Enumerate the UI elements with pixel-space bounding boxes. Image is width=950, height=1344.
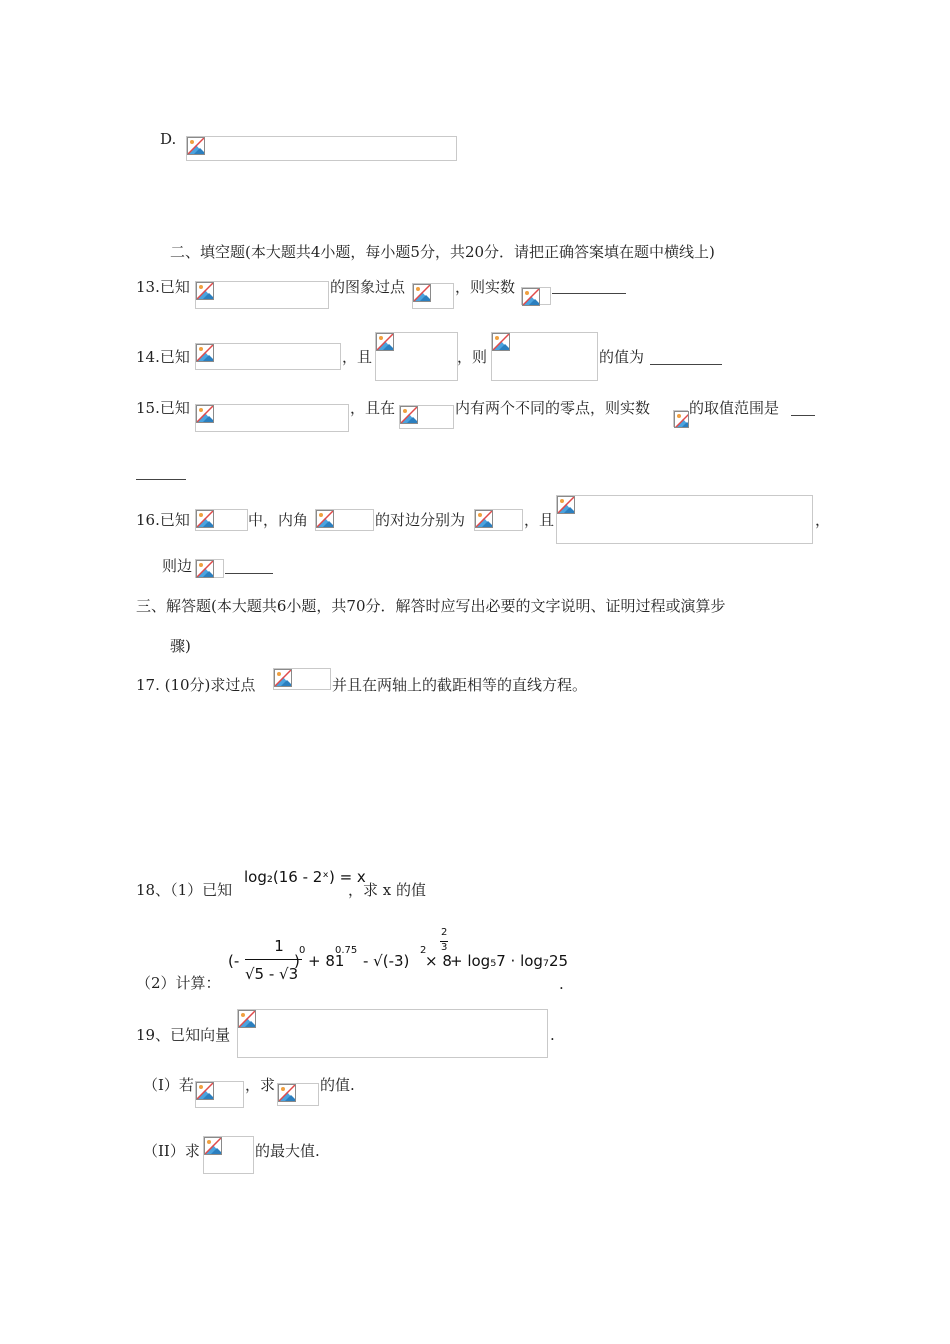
q13-text-3: ，则实数 xyxy=(455,278,516,296)
broken-image-icon xyxy=(238,1010,256,1028)
q13-text-2: 的图象过点 xyxy=(330,278,406,296)
section-3-heading-line-1: 三、解答题(本大题共6小题，共70分．解答时应写出必要的文字说明、证明过程或演算步 xyxy=(136,597,726,615)
q15-text-4: 的取值范围是 xyxy=(689,399,780,417)
exponent: 0.75 xyxy=(335,945,358,956)
q14-text-4: 的值为 xyxy=(599,348,645,366)
broken-image-placeholder xyxy=(521,287,551,305)
broken-image-icon xyxy=(274,669,292,687)
q18-text-1: 18、（1）已知 xyxy=(136,881,233,899)
broken-image-icon xyxy=(316,510,334,528)
term-81: + 81 xyxy=(308,952,345,970)
answer-blank xyxy=(136,479,186,480)
q18-text-4: . xyxy=(559,975,564,993)
broken-image-placeholder xyxy=(491,332,598,381)
exponent-denominator: 3 xyxy=(441,942,448,953)
q19-part1-text-3: 的值. xyxy=(320,1076,355,1094)
broken-image-placeholder xyxy=(556,495,813,544)
broken-image-placeholder xyxy=(195,404,349,432)
broken-image-placeholder xyxy=(186,136,457,161)
q18-text-2: ，求 x 的值 xyxy=(348,881,426,899)
q16-text-2: 中，内角 xyxy=(248,511,309,529)
q17-text-2: 并且在两轴上的截距相等的直线方程。 xyxy=(332,676,588,694)
broken-image-placeholder xyxy=(375,332,458,381)
broken-image-icon xyxy=(187,137,205,155)
broken-image-placeholder xyxy=(203,1136,254,1174)
broken-image-placeholder xyxy=(412,283,454,309)
q18-formula-1: log₂(16 - 2ˣ) = x xyxy=(244,868,366,886)
broken-image-placeholder xyxy=(277,1083,319,1106)
broken-image-icon xyxy=(196,560,214,578)
term-8: × 8 xyxy=(425,952,452,970)
broken-image-icon xyxy=(196,510,214,528)
broken-image-icon xyxy=(492,333,510,351)
q16-text-5: ， xyxy=(815,511,831,529)
q19-part2-text-2: 的最大值. xyxy=(255,1142,320,1160)
q19-text-2: . xyxy=(550,1026,555,1044)
q13-text-1: 13.已知 xyxy=(136,278,190,296)
q15-text-2: ，且在 xyxy=(350,399,396,417)
section-2-heading: 二、填空题(本大题共4小题，每小题5分，共20分．请把正确答案填在题中横线上) xyxy=(170,243,715,261)
q16-text-3: 的对边分别为 xyxy=(375,511,466,529)
broken-image-icon xyxy=(674,411,689,428)
broken-image-placeholder xyxy=(315,509,374,531)
broken-image-icon xyxy=(413,284,431,302)
broken-image-placeholder xyxy=(195,509,248,531)
broken-image-icon xyxy=(376,333,394,351)
broken-image-placeholder xyxy=(237,1009,548,1058)
broken-image-placeholder xyxy=(474,509,523,531)
q19-part1-text-2: ，求 xyxy=(245,1076,276,1094)
broken-image-icon xyxy=(400,406,418,424)
broken-image-placeholder xyxy=(195,281,329,309)
q15-text-1: 15.已知 xyxy=(136,399,190,417)
q19-text-1: 19、已知向量 xyxy=(136,1026,231,1044)
broken-image-icon xyxy=(196,405,214,423)
q14-text-1: 14.已知 xyxy=(136,348,190,366)
exponent-numerator: 2 xyxy=(441,927,448,938)
q16-text-1: 16.已知 xyxy=(136,511,190,529)
answer-blank xyxy=(791,415,815,416)
q16-text-6: 则边 xyxy=(162,557,193,575)
broken-image-icon xyxy=(196,1082,214,1100)
broken-image-placeholder xyxy=(195,1081,244,1108)
broken-image-placeholder xyxy=(195,343,341,370)
fraction-numerator: 1 xyxy=(274,937,284,955)
section-3-heading-line-2: 骤) xyxy=(170,637,191,655)
term-sqrt: - √(-3) xyxy=(363,952,410,970)
exponent: 2 xyxy=(420,945,427,956)
broken-image-placeholder xyxy=(195,559,224,578)
option-d-label: D. xyxy=(160,130,177,148)
q18-formula-2: (- 1 √5 - √3 ) 0 + 81 0.75 - √(-3) 2 × 8 2 3 + log₅7 · log₇25 xyxy=(228,927,569,983)
broken-image-placeholder xyxy=(399,405,454,429)
q19-part2-text-1: （II）求 xyxy=(143,1142,200,1160)
q19-part1-text-1: （I）若 xyxy=(143,1076,194,1094)
answer-blank xyxy=(552,293,626,294)
answer-blank xyxy=(225,573,273,574)
term-log: + log₅7 · log₇25 xyxy=(450,952,569,970)
broken-image-placeholder xyxy=(673,410,688,427)
broken-image-icon xyxy=(278,1084,296,1102)
broken-image-placeholder xyxy=(273,668,331,690)
q15-text-3: 内有两个不同的零点，则实数 xyxy=(455,399,651,417)
broken-image-icon xyxy=(196,282,214,300)
broken-image-icon xyxy=(196,344,214,362)
q18-text-3: （2）计算： xyxy=(136,974,221,992)
q16-text-4: ，且 xyxy=(524,511,555,529)
q17-text-1: 17. (10分)求过点 xyxy=(136,676,256,694)
answer-blank xyxy=(650,364,722,365)
broken-image-icon xyxy=(204,1137,222,1155)
exponent: 0 xyxy=(299,945,306,956)
broken-image-icon xyxy=(475,510,493,528)
q14-text-2: ，且 xyxy=(342,348,373,366)
fraction-denominator: √5 - √3 xyxy=(245,965,299,983)
broken-image-icon xyxy=(557,496,575,514)
q14-text-3: ，则 xyxy=(457,348,488,366)
broken-image-icon xyxy=(522,288,540,306)
